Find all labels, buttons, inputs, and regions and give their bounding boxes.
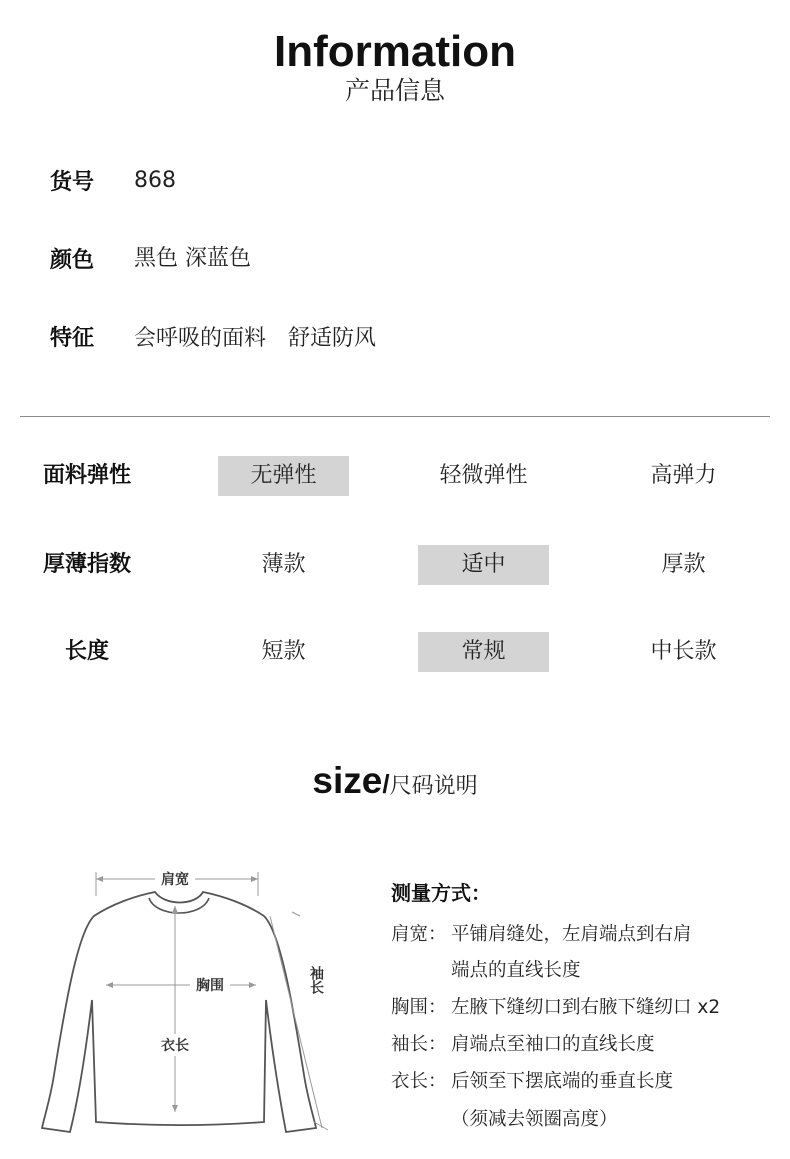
attr-option-elasticity-0: 无弹性 [218, 456, 349, 496]
sweater-diagram [30, 860, 350, 1140]
shoulder-label: 肩宽 [161, 872, 189, 888]
attr-option-elasticity-2: 高弹力 [650, 463, 717, 488]
attr-option-length-1: 常规 [418, 632, 549, 672]
attr-label-elasticity: 面料弹性 [42, 463, 131, 488]
info-label-color: 颜色 [50, 248, 95, 273]
size-separator: / [382, 769, 390, 799]
measure-sleeve-label: 袖长： [391, 1034, 447, 1055]
length-label: 衣长 [161, 1038, 189, 1054]
page-subtitle: 产品信息 [344, 76, 445, 105]
size-heading [0, 760, 790, 802]
attr-option-thickness-2: 厚款 [661, 552, 706, 577]
measure-length-label: 衣长： [391, 1071, 447, 1092]
measure-shoulder-label: 肩宽： [391, 924, 447, 945]
measure-shoulder-text: 平铺肩缝处，左肩端点到右肩 [451, 924, 692, 945]
measure-chest-text: 左腋下缝纫口到右腋下缝纫口 x2 [451, 997, 721, 1018]
info-label-item-no: 货号 [50, 170, 95, 195]
chest-label: 胸围 [196, 978, 224, 994]
sleeve-label: 袖长 [308, 966, 324, 994]
attr-option-elasticity-1: 轻微弹性 [439, 463, 528, 488]
size-title-en: size [312, 760, 383, 801]
neckline [149, 898, 209, 913]
measure-length-text: 后领至下摆底端的垂直长度 [451, 1071, 674, 1092]
page-title: Information [274, 27, 516, 76]
info-value-feature: 会呼吸的面料 舒适防风 [134, 326, 377, 351]
measure-sleeve-text: 肩端点至袖口的直线长度 [451, 1034, 655, 1055]
attr-option-length-2: 中长款 [650, 639, 717, 664]
attr-option-thickness-1: 适中 [418, 545, 549, 585]
attr-label-length: 长度 [64, 639, 109, 664]
attr-option-length-0: 短款 [261, 639, 306, 664]
info-value-color: 黑色 深蓝色 [134, 246, 251, 271]
measurement-title: 测量方式： [391, 881, 491, 905]
attr-option-thickness-0: 薄款 [261, 552, 306, 577]
info-value-item-no: 868 [134, 168, 176, 193]
measure-shoulder-cont: 端点的直线长度 [451, 960, 581, 981]
sleeve-arrow [270, 916, 322, 1128]
section-divider [20, 416, 770, 417]
info-label-feature: 特征 [50, 326, 95, 351]
measure-length-cont: （须减去领圈高度） [451, 1109, 618, 1130]
attr-label-thickness: 厚薄指数 [42, 552, 131, 577]
garment-outline [42, 892, 316, 1132]
measure-chest-label: 胸围： [391, 997, 447, 1018]
size-title-cn: 尺码说明 [389, 774, 478, 799]
